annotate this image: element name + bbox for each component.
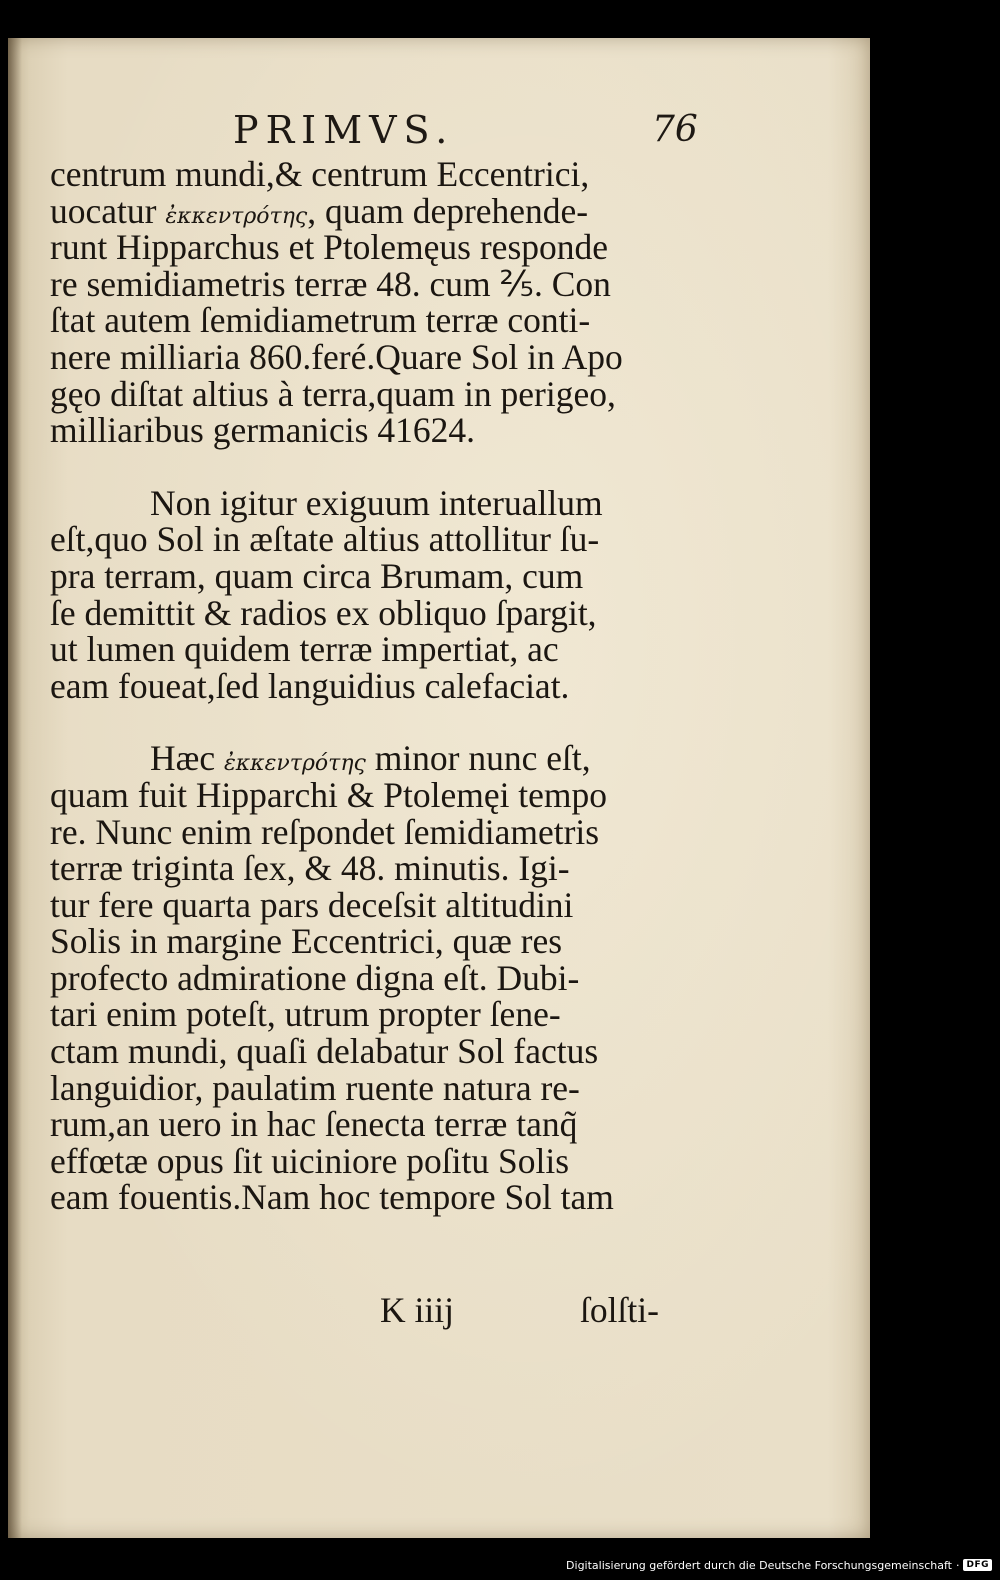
text-line: nere milliaria 860.feré.Quare Sol in Apo xyxy=(50,336,623,377)
funding-credit: Digitalisierung gefördert durch die Deutsche Forschungsgemeinschaft xyxy=(566,1558,952,1572)
text-line xyxy=(50,740,680,777)
greek-word: ἐκκεντρότης xyxy=(223,751,366,777)
text-line: quam fuit Hipparchi & Ptolemęi tempo xyxy=(50,774,608,815)
text-line: gęo diſtat altius à terra,quam in perigeo, xyxy=(50,373,616,414)
text-line: tari enim poteſt, utrum propter ſene- xyxy=(50,994,561,1035)
text-line: eam foueat,ſed languidius calefaciat. xyxy=(50,665,570,706)
text-fragment: uocatur xyxy=(50,190,157,231)
footer-separator: · xyxy=(955,1558,960,1572)
text-line: Solis in margine Eccentrici, quæ res xyxy=(50,921,563,962)
text-line: re semidiametris terræ 48. cum ⅖. Con xyxy=(50,263,611,304)
signature-line xyxy=(8,1290,870,1330)
paragraph-gap xyxy=(50,704,680,740)
text-line: languidior, paulatim ruente natura re- xyxy=(50,1067,580,1108)
digitization-footer xyxy=(566,1554,992,1576)
text-line: ctam mundi, quaſi delabatur Sol factus xyxy=(50,1031,599,1072)
folio-number: 76 xyxy=(652,109,698,150)
text-line: centrum mundi,& centrum Eccentrici, xyxy=(50,154,590,194)
text-line: ſtat autem ſemidiametrum terræ conti- xyxy=(50,300,591,341)
paragraph-gap xyxy=(50,449,680,485)
catchword: ſolſti- xyxy=(580,1290,659,1330)
dfg-logo: DFG xyxy=(963,1559,992,1571)
text-fragment: minor nunc eſt, xyxy=(374,738,591,779)
running-title: PRIMVS. xyxy=(233,108,455,152)
signature-mark: K iiij xyxy=(380,1290,454,1330)
text-line: pra terram, quam circa Brumam, cum xyxy=(50,555,584,596)
text-fragment: , quam deprehende- xyxy=(307,190,589,231)
text-line: re. Nunc enim reſpondet ſemidiametris xyxy=(50,811,600,852)
text-line: rum,an uero in hac ſenecta terræ tanq̃ xyxy=(50,1104,578,1145)
page-header xyxy=(8,100,870,160)
text-line: eam fouentis.Nam hoc tempore Sol tam xyxy=(50,1177,614,1218)
text-fragment: Hæc xyxy=(150,738,216,779)
page-body xyxy=(50,156,680,1216)
text-line: eſt,quo Sol in æſtate altius attollitur ſu- xyxy=(50,519,600,560)
text-line: milliaribus germanicis 41624. xyxy=(50,410,475,451)
text-line: terræ triginta ſex, & 48. minutis. Igi- xyxy=(50,848,570,889)
text-line: profecto admiratione digna eſt. Dubi- xyxy=(50,957,580,998)
greek-word: ἐκκεντρότης xyxy=(165,203,308,229)
text-line: Non igitur exiguum interuallum xyxy=(150,482,603,523)
text-line xyxy=(50,190,680,231)
book-page xyxy=(8,38,870,1538)
text-line: ut lumen quidem terræ impertiat, ac xyxy=(50,629,559,670)
text-line: runt Hipparchus et Ptolemęus responde xyxy=(50,227,609,268)
text-line: tur fere quarta pars deceſsit altitudini xyxy=(50,884,574,925)
text-line: effœtæ opus ſit uiciniore poſitu Solis xyxy=(50,1140,570,1181)
text-line: ſe demittit & radios ex obliquo ſpargit, xyxy=(50,592,597,633)
